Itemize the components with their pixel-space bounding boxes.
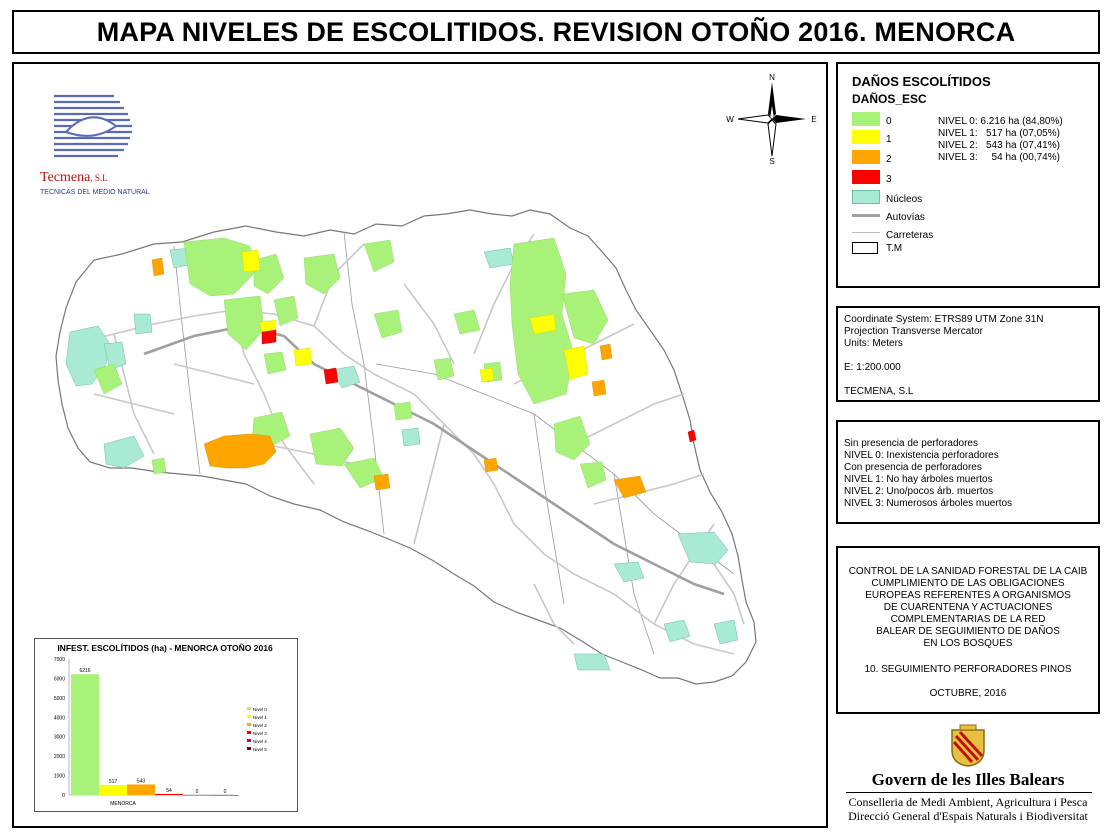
definition-line: Sin presencia de perforadores [844, 438, 978, 449]
tecmena-name: Tecmena, S.L [40, 170, 108, 185]
chart-data-label: 543 [136, 778, 146, 785]
legend-swatch-nucleos [852, 190, 880, 204]
control-line: EUROPEAS REFERENTES A ORGANISMOS [865, 590, 1071, 601]
coordinate-info-box [836, 306, 1100, 402]
chart-y-tick-label: 7000 [53, 657, 65, 663]
chart-title: INFEST. ESCOLÍTIDOS (ha) - MENORCA OTOÑO 2016 [57, 643, 273, 653]
definition-line: NIVEL 1: No hay árboles muertos [844, 474, 993, 485]
chart-y-tick-label: 1000 [53, 773, 65, 780]
legend-title: DAÑOS ESCOLÍTIDOS [852, 74, 991, 89]
map-title: MAPA NIVELES DE ESCOLITIDOS. REVISION OTOÑO 2016. MENORCA [96, 17, 1016, 47]
coord-author: TECMENA, S.L [844, 386, 914, 397]
compass-e: E [811, 115, 817, 124]
compass-s: S [769, 157, 775, 164]
definition-line: NIVEL 0: Inexistencia perforadores [844, 450, 999, 461]
control-box [836, 546, 1100, 714]
coord-units: Units: Meters [844, 338, 903, 349]
legend-swatch-tm [852, 242, 878, 254]
legend-swatch-nivel2 [852, 150, 880, 164]
legend-swatch-nivel3 [852, 170, 880, 184]
chart-svg [35, 639, 295, 809]
chart-legend-swatch [247, 715, 251, 718]
map-frame[interactable] [12, 62, 828, 828]
chart-y-tick-label: 6000 [53, 676, 65, 683]
legend-label-nivel1: 1 [886, 134, 892, 145]
chart-bar [127, 784, 155, 795]
chart-data-label: 517 [108, 778, 118, 785]
control-line: CONTROL DE LA SANIDAD FORESTAL DE LA CAIB [848, 566, 1088, 577]
chart-legend-label: Nivel 4 [253, 739, 267, 744]
coord-system: Coordinate System: ETRS89 UTM Zone 31N [844, 314, 1044, 325]
chart-legend-swatch [247, 723, 251, 726]
chart-legend-swatch [247, 731, 251, 734]
tecmena-logo-icon [54, 92, 134, 166]
legend-label-nivel0: 0 [886, 116, 892, 127]
control-line: CUMPLIMIENTO DE LAS OBLIGACIONES [871, 578, 1065, 589]
coord-projection: Projection Transverse Mercator [844, 326, 983, 337]
definition-line: NIVEL 2: Uno/pocos árb. muertos [844, 486, 994, 497]
chart-bar [99, 785, 127, 795]
definition-line: NIVEL 3: Numerosos árboles muertos [844, 498, 1013, 509]
legend-label-carreteras: Carreteras [886, 230, 934, 241]
tecmena-tagline: TECNICAS DEL MEDIO NATURAL [40, 189, 150, 196]
legend-swatch-nivel1 [852, 130, 880, 144]
chart-legend-label: Nivel 3 [253, 731, 267, 736]
legend-stat-nivel3: NIVEL 3: 54 ha (00,74%) [938, 152, 1060, 163]
legend-label-tm: T.M [886, 243, 903, 254]
control-line: COMPLEMENTARIAS DE LA RED [890, 614, 1046, 625]
legend-label-nivel3: 3 [886, 174, 892, 185]
legend-swatch-carreteras [852, 232, 880, 233]
chart-y-tick-label: 2000 [53, 754, 65, 761]
govern-divider [846, 792, 1092, 793]
chart-legend-label: Nivel 5 [253, 747, 267, 752]
chart-legend-swatch [247, 739, 251, 742]
definition-line: Con presencia de perforadores [844, 462, 982, 473]
definitions-box [836, 420, 1100, 524]
title-box [12, 10, 1100, 54]
tecmena-logo [40, 92, 170, 204]
control-line: EN LOS BOSQUES [923, 638, 1013, 649]
legend-stat-nivel0: NIVEL 0: 6.216 ha (84,80%) [938, 116, 1063, 127]
chart-bar [211, 795, 239, 796]
control-line: 10. SEGUIMIENTO PERFORADORES PINOS [864, 664, 1072, 675]
govern-conselleria: Conselleria de Medi Ambient, Agricultura i Pesca [848, 795, 1088, 809]
chart-data-label: 6216 [79, 668, 91, 675]
govern-title: Govern de les Illes Balears [871, 770, 1065, 789]
legend-stat-nivel1: NIVEL 1: 517 ha (07,05%) [938, 128, 1060, 139]
chart-legend-swatch [247, 707, 251, 710]
chart-bar [71, 674, 99, 795]
legend-label-autovias: Autovías [886, 212, 925, 223]
govern-direccio: Direcció General d'Espais Naturals i Biodiversitat [848, 809, 1088, 823]
chart-y-tick-label: 5000 [53, 695, 65, 702]
chart-y-tick-label: 0 [62, 793, 65, 799]
chart-data-label: 54 [166, 787, 172, 794]
compass-n: N [769, 74, 775, 82]
chart-legend-label: Nivel 0 [253, 707, 267, 712]
control-line: OCTUBRE, 2016 [929, 688, 1007, 699]
control-line: BALEAR DE SEGUIMIENTO DE DAÑOS [876, 626, 1060, 637]
chart-data-label: 0 [223, 789, 227, 795]
chart-legend-label: Nivel 1 [253, 715, 267, 720]
legend-swatch-autovias [852, 214, 880, 217]
legend-label-nivel2: 2 [886, 154, 892, 165]
legend-box [836, 62, 1100, 288]
legend-subtitle: DAÑOS_ESC [852, 92, 927, 106]
coat-of-arms-icon [948, 724, 988, 768]
bar-chart [34, 638, 298, 812]
chart-legend-label: Nivel 2 [253, 723, 267, 728]
legend-stat-nivel2: NIVEL 2: 543 ha (07,41%) [938, 140, 1060, 151]
compass-w: W [726, 115, 734, 124]
chart-legend-swatch [247, 747, 251, 750]
north-arrow-icon [722, 74, 822, 164]
govern-logo-area [836, 722, 1100, 828]
chart-data-label: 0 [195, 789, 199, 795]
chart-x-label: MENORCA [110, 801, 136, 807]
coord-scale: E: 1:200.000 [844, 362, 901, 373]
chart-y-tick-label: 4000 [53, 715, 65, 722]
island-menorca [53, 210, 756, 684]
control-line: DE CUARENTENA Y ACTUACIONES [883, 602, 1053, 613]
chart-y-tick-label: 3000 [53, 734, 65, 741]
legend-swatch-nivel0 [852, 112, 880, 126]
chart-bar [183, 795, 211, 796]
legend-label-nucleos: Núcleos [886, 194, 923, 205]
chart-bar [155, 794, 183, 795]
